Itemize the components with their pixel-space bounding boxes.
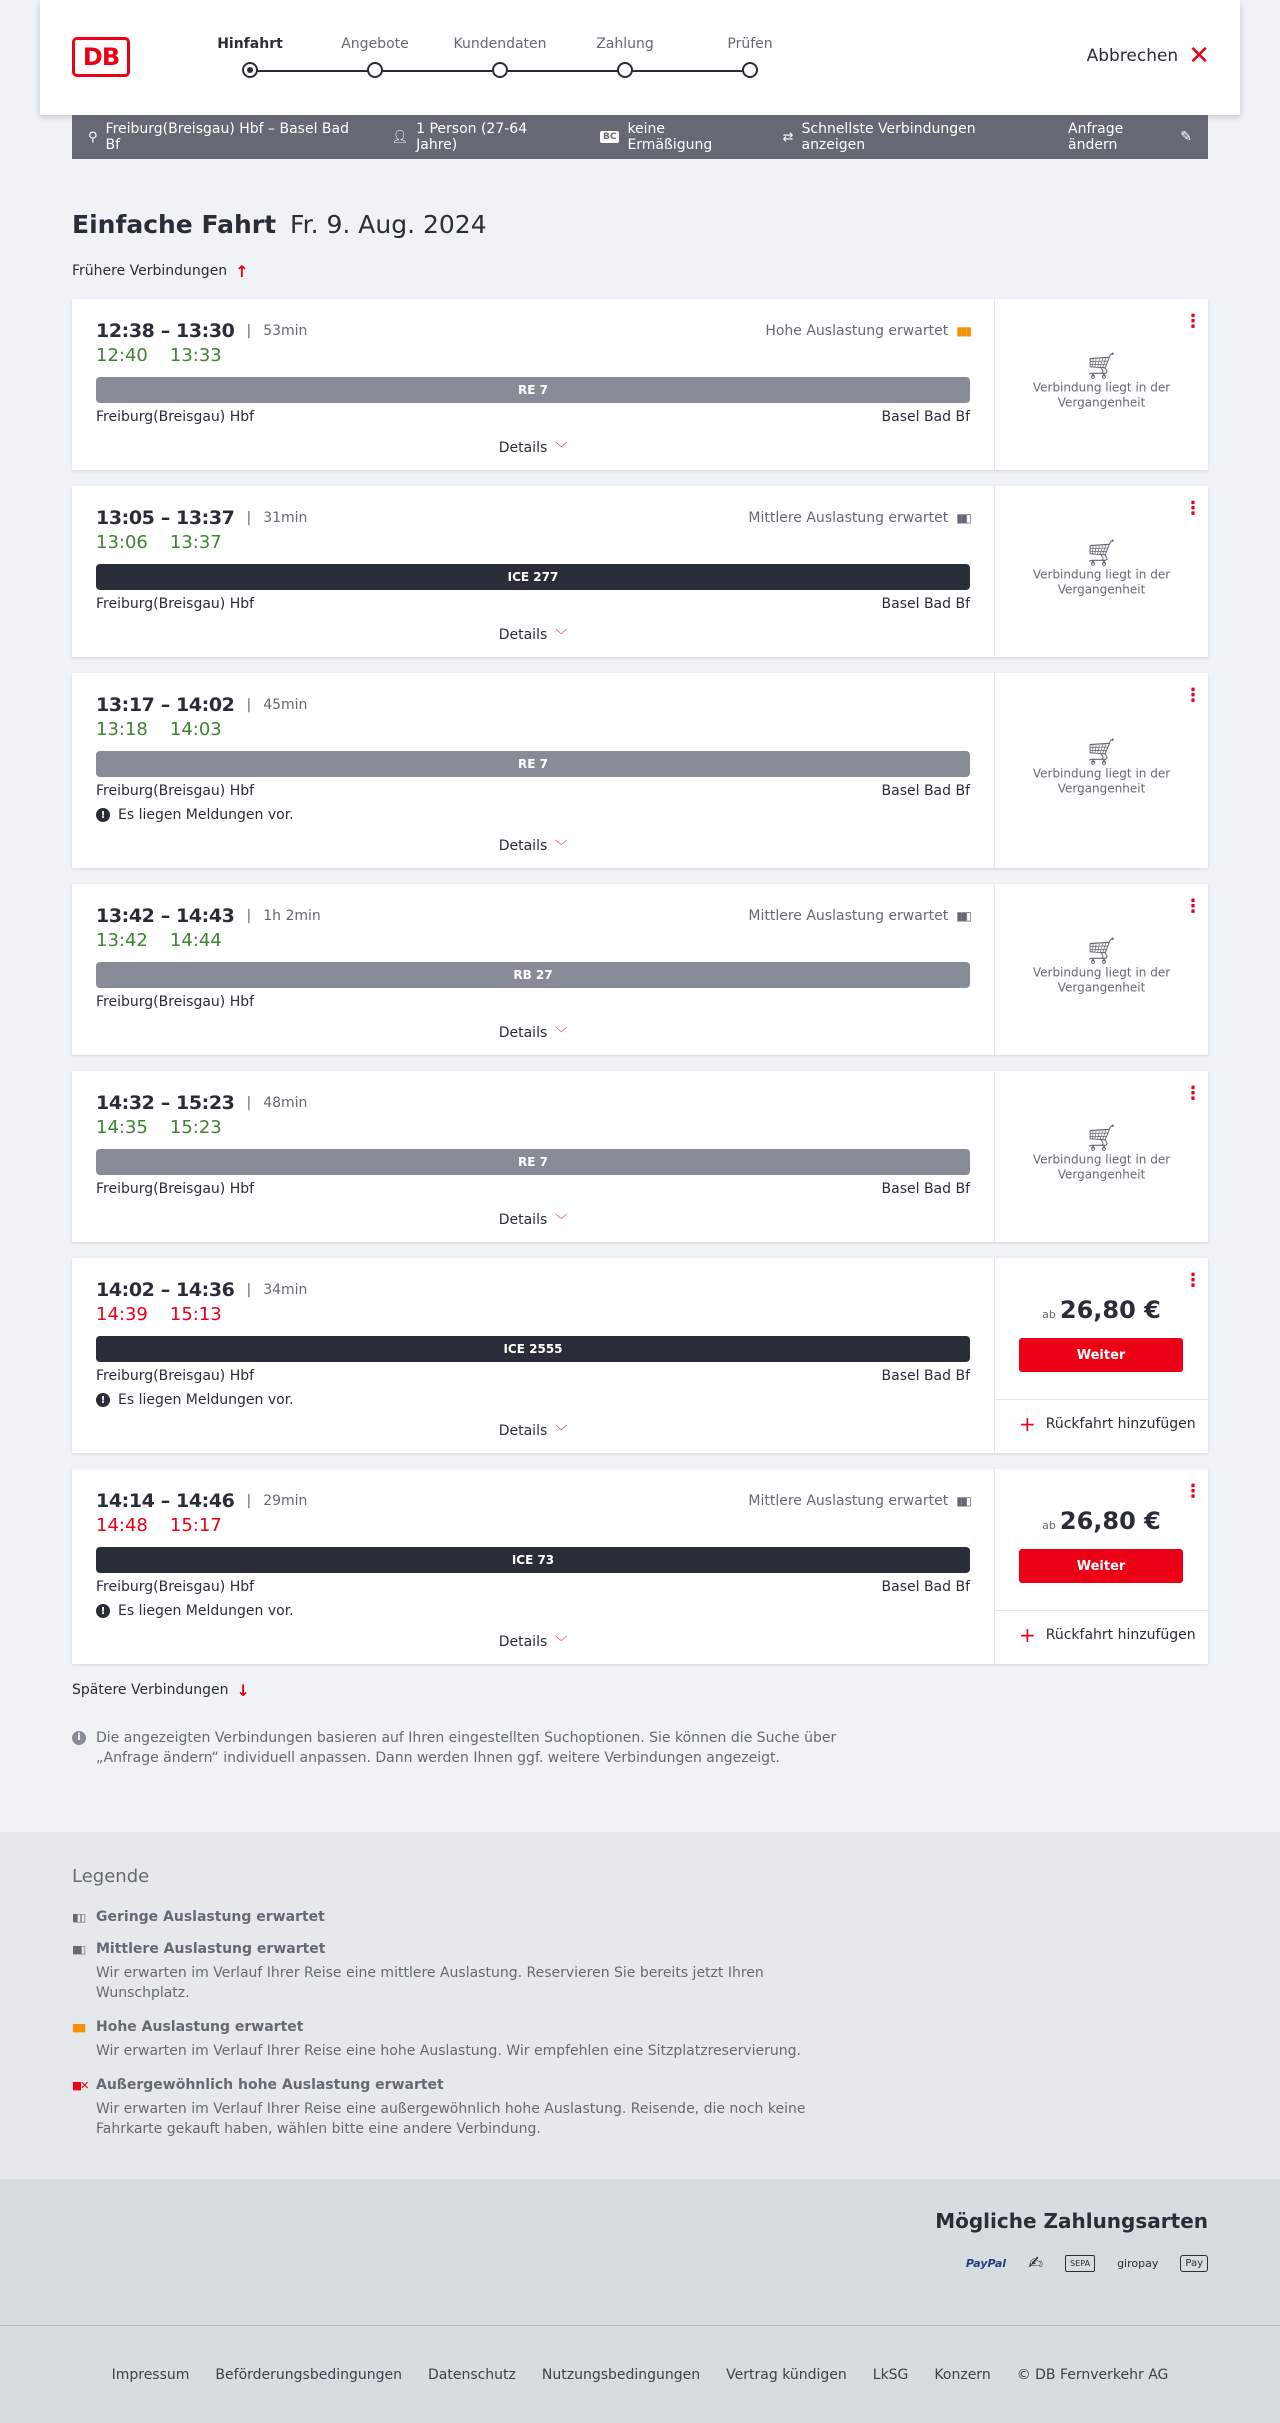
connection-list: [72, 299, 1208, 1664]
load-label: Mittlere Auslastung erwartet: [748, 908, 949, 924]
persons-text: 1 Person (27-64 Jahre): [416, 121, 528, 153]
stations-row: [96, 409, 970, 425]
price-area: [995, 1258, 1208, 1400]
planned-times: 14:14 – 14:46: [96, 1490, 235, 1512]
load-level-icon: ▮▮▯: [956, 511, 970, 525]
footer: [0, 2325, 1280, 2423]
train-bar[interactable]: ICE 73: [96, 1547, 970, 1573]
alert-icon: !: [96, 1604, 110, 1618]
more-options-icon[interactable]: ⋮: [1184, 1083, 1202, 1104]
realtime-arrival: 13:37: [169, 532, 222, 553]
past-connection-note: [995, 737, 1208, 796]
price-value: 26,80 €: [1059, 1296, 1161, 1324]
planned-times: 13:42 – 14:43: [96, 905, 235, 927]
planned-times: 13:05 – 13:37: [96, 507, 235, 529]
legend-item: [72, 2077, 1208, 2139]
past-connection-text: Verbindung liegt in der Vergangenheit: [1032, 766, 1171, 795]
realtime-departure: 12:40: [96, 345, 148, 366]
connection-card: [72, 1469, 1208, 1664]
option-summary: [783, 121, 1034, 153]
time-row: [96, 1280, 970, 1300]
medium-load-icon: ▮▮▯: [72, 1942, 85, 1956]
change-request-button[interactable]: [1068, 121, 1192, 153]
arrow-down-icon: ↓: [236, 1680, 250, 1700]
destination-station: Basel Bad Bf: [881, 1181, 970, 1197]
time-row: [96, 1491, 970, 1511]
legend-item: [72, 1941, 1208, 2003]
add-return-button[interactable]: [995, 1400, 1208, 1448]
realtime-departure: 14:48: [96, 1515, 148, 1536]
details-toggle[interactable]: [96, 626, 970, 643]
train-bar[interactable]: RB 27: [96, 962, 970, 988]
separator: |: [246, 908, 252, 924]
notice-row: [96, 1603, 970, 1619]
step-angebote[interactable]: [325, 36, 425, 78]
step-dot: [742, 62, 758, 78]
origin-station: Freiburg(Breisgau) Hbf: [96, 409, 255, 425]
bahncard-icon: BC: [600, 131, 619, 143]
connection-offer: [995, 486, 1208, 657]
discount-text: keine Ermäßigung: [627, 121, 713, 153]
footer-link-befoerderungsbedingungen[interactable]: Beförderungsbedingungen: [215, 2366, 402, 2383]
time-row: [96, 906, 970, 926]
connection-info: [72, 884, 995, 1055]
details-label: Details: [498, 1024, 548, 1041]
chevron-down-icon: ﹀: [555, 1424, 568, 1438]
stations-row: [96, 1181, 970, 1197]
progress-steps: [210, 36, 773, 86]
realtime-departure: 13:06: [96, 532, 148, 553]
load-label: Mittlere Auslastung erwartet: [748, 1493, 949, 1509]
load-level-icon: ▮▮▯: [956, 909, 970, 923]
more-options-icon[interactable]: ⋮: [1184, 498, 1202, 519]
continue-button[interactable]: Weiter: [1019, 1549, 1183, 1583]
price: [995, 1507, 1208, 1535]
past-connection-text: Verbindung liegt in der Vergangenheit: [1032, 567, 1171, 596]
close-icon: ✕: [1188, 41, 1210, 71]
connection-offer: [995, 299, 1208, 470]
origin-station: Freiburg(Breisgau) Hbf: [96, 596, 255, 612]
duration: 31min: [263, 510, 308, 526]
load-indicator: [748, 1493, 970, 1509]
origin-station: Freiburg(Breisgau) Hbf: [96, 783, 255, 799]
plus-icon: +: [1019, 1623, 1036, 1647]
header: [40, 0, 1240, 115]
cart-unavailable-icon: 🛒︎: [1084, 737, 1118, 767]
footer-link-vertrag-kuendigen[interactable]: Vertrag kündigen: [726, 2366, 847, 2383]
later-connections-link[interactable]: [72, 1678, 1208, 1702]
notice-row: [96, 807, 970, 823]
planned-times: 12:38 – 13:30: [96, 320, 235, 342]
time-row: [96, 695, 970, 715]
origin-station: Freiburg(Breisgau) Hbf: [96, 1579, 255, 1595]
planned-times: 14:32 – 15:23: [96, 1092, 235, 1114]
later-connections-label: Spätere Verbindungen: [72, 1682, 229, 1698]
past-connection-note: [995, 351, 1208, 410]
train-bar[interactable]: RE 7: [96, 377, 970, 403]
realtime-arrival: 15:17: [169, 1515, 222, 1536]
stations-row: [96, 994, 970, 1010]
connection-info: [72, 673, 995, 868]
duration: 1h 2min: [263, 908, 321, 924]
giropay-icon: giropay: [1117, 2257, 1159, 2270]
earlier-connections-link[interactable]: [72, 259, 1208, 283]
more-options-icon[interactable]: ⋮: [1184, 685, 1202, 706]
legend-item-title: Hohe Auslastung erwartet: [96, 2019, 304, 2035]
step-label: Prüfen: [727, 36, 773, 52]
trip-type: Einfache Fahrt: [72, 210, 277, 239]
load-label: Hohe Auslastung erwartet: [765, 323, 949, 339]
step-kundendaten[interactable]: [450, 36, 550, 78]
low-load-icon: ▮▯▯: [72, 1910, 85, 1924]
step-label: Angebote: [341, 36, 409, 52]
search-info-note: [72, 1728, 852, 1768]
realtime-departure: 14:39: [96, 1304, 148, 1325]
extreme-load-icon: ▮▮✕: [72, 2078, 88, 2092]
info-icon: i: [72, 1731, 86, 1745]
step-dot: [492, 62, 508, 78]
details-toggle[interactable]: [96, 1211, 970, 1228]
train-bar[interactable]: RE 7: [96, 751, 970, 777]
legend-item-title: Mittlere Auslastung erwartet: [96, 1941, 326, 1957]
travel-date: Fr. 9. Aug. 2024: [290, 210, 487, 239]
legend-title: Legende: [72, 1866, 150, 1887]
payment-methods: [966, 2253, 1208, 2274]
realtime-arrival: 15:23: [169, 1117, 222, 1138]
step-label: Hinfahrt: [217, 36, 283, 52]
separator: |: [246, 323, 252, 339]
realtime-row: [96, 930, 970, 952]
add-return-button[interactable]: [995, 1611, 1208, 1659]
connection-info: [72, 299, 995, 470]
details-label: Details: [498, 1211, 548, 1228]
step-pruefen[interactable]: [700, 36, 800, 78]
connection-offer: [995, 884, 1208, 1055]
notice-text: Es liegen Meldungen vor.: [118, 1603, 294, 1619]
time-row: [96, 508, 970, 528]
price-value: 26,80 €: [1059, 1507, 1161, 1535]
cancel-button[interactable]: [1086, 41, 1210, 71]
load-level-icon: ▮▮▮: [956, 324, 970, 338]
realtime-arrival: 13:33: [169, 345, 222, 366]
details-label: Details: [498, 1422, 548, 1439]
continue-button[interactable]: Weiter: [1019, 1338, 1183, 1372]
earlier-connections-label: Frühere Verbindungen: [72, 263, 228, 279]
step-dot: [617, 62, 633, 78]
destination-station: Basel Bad Bf: [881, 596, 970, 612]
step-zahlung[interactable]: [575, 36, 675, 78]
high-load-icon: ▮▮▮: [72, 2020, 85, 2034]
past-connection-text: Verbindung liegt in der Vergangenheit: [1032, 380, 1171, 409]
persons-summary: [392, 121, 566, 153]
details-toggle[interactable]: [96, 439, 970, 456]
cart-unavailable-icon: 🛒︎: [1084, 351, 1118, 381]
connection-card: [72, 884, 1208, 1055]
separator: |: [246, 510, 252, 526]
realtime-arrival: 14:44: [169, 930, 222, 951]
add-return-label: Rückfahrt hinzufügen: [1045, 1627, 1196, 1643]
cart-unavailable-icon: 🛒︎: [1084, 1123, 1118, 1153]
footer-link-impressum[interactable]: Impressum: [111, 2366, 190, 2383]
step-dot: [367, 62, 383, 78]
legend-item-desc: Wir erwarten im Verlauf Ihrer Reise eine außergewöhnlich hohe Auslastung. Reisende, die noch keine Fahrkarte gekauft haben, wählen bitte eine andere Verbindung.: [96, 2101, 806, 2137]
step-hinfahrt[interactable]: [200, 36, 300, 78]
duration: 48min: [263, 1095, 308, 1111]
price-area: [995, 1469, 1208, 1611]
realtime-departure: 14:35: [96, 1117, 148, 1138]
origin-station: Freiburg(Breisgau) Hbf: [96, 994, 255, 1010]
realtime-row: [96, 345, 970, 367]
planned-times: 13:17 – 14:02: [96, 694, 235, 716]
realtime-row: [96, 719, 970, 741]
chevron-down-icon: ﹀: [555, 1213, 568, 1227]
train-bar[interactable]: ICE 2555: [96, 1336, 970, 1362]
stations-row: [96, 1579, 970, 1595]
legend-item: [72, 2019, 1208, 2061]
add-return-label: Rückfahrt hinzufügen: [1045, 1416, 1196, 1432]
legend-item: [72, 1909, 1208, 1925]
legend-item-desc: Wir erwarten im Verlauf Ihrer Reise eine hohe Auslastung. Wir empfehlen eine Sitzplatzreservierung.: [96, 2043, 801, 2059]
details-toggle[interactable]: [96, 837, 970, 854]
separator: |: [246, 1095, 252, 1111]
discount-summary: [600, 121, 749, 153]
option-text: Schnellste Verbindungen anzeigen: [801, 121, 976, 153]
stations-row: [96, 783, 970, 799]
connection-card: [72, 486, 1208, 657]
realtime-arrival: 15:13: [169, 1304, 222, 1325]
footer-link-nutzungsbedingungen[interactable]: Nutzungsbedingungen: [541, 2366, 701, 2383]
connection-offer: [995, 1071, 1208, 1242]
duration: 34min: [263, 1282, 308, 1298]
more-options-icon[interactable]: ⋮: [1184, 311, 1202, 332]
past-connection-note: [995, 936, 1208, 995]
connection-card: [72, 1071, 1208, 1242]
stations-row: [96, 596, 970, 612]
realtime-departure: 13:42: [96, 930, 148, 951]
route-text: Freiburg(Breisgau) Hbf – Basel Bad Bf: [105, 121, 349, 153]
load-indicator: [748, 908, 970, 924]
cart-unavailable-icon: 🛒︎: [1084, 936, 1118, 966]
alert-icon: !: [96, 808, 110, 822]
chevron-down-icon: ﹀: [555, 839, 568, 853]
chevron-down-icon: ﹀: [555, 441, 568, 455]
separator: |: [246, 1282, 252, 1298]
realtime-arrival: 14:03: [169, 719, 222, 740]
legend-item-title: Außergewöhnlich hohe Auslastung erwartet: [96, 2077, 444, 2093]
price-prefix: ab: [1042, 1308, 1056, 1321]
page-title: [72, 210, 1208, 239]
destination-station: Basel Bad Bf: [881, 783, 970, 799]
person-icon: 👤︎: [391, 129, 409, 145]
connection-offer: [995, 673, 1208, 868]
details-toggle[interactable]: [96, 1024, 970, 1041]
info-text: Die angezeigten Verbindungen basieren auf Ihren eingestellten Suchoptionen. Sie können die Suche über „Anfrage ändern“ individuell anpassen. Dann werden Ihnen ggf. weitere Verbindungen angezeigt.: [96, 1730, 837, 1766]
connection-info: [72, 1469, 995, 1664]
time-row: [96, 321, 970, 341]
more-options-icon[interactable]: ⋮: [1184, 1270, 1202, 1291]
arrow-up-icon: ↑: [235, 261, 249, 281]
paypal-icon: PayPal: [965, 2257, 1007, 2270]
train-bar[interactable]: ICE 277: [96, 564, 970, 590]
location-pin-icon: ⚲: [88, 129, 98, 145]
stations-row: [96, 1368, 970, 1384]
connection-info: [72, 486, 995, 657]
details-label: Details: [498, 837, 548, 854]
details-label: Details: [498, 1633, 548, 1650]
more-options-icon[interactable]: ⋮: [1184, 896, 1202, 917]
load-level-icon: ▮▮▯: [956, 1494, 970, 1508]
details-label: Details: [498, 626, 548, 643]
chevron-down-icon: ﹀: [555, 628, 568, 642]
footer-copyright: © DB Fernverkehr AG: [1016, 2366, 1169, 2383]
duration: 45min: [263, 697, 308, 713]
alert-icon: !: [96, 1393, 110, 1407]
notice-text: Es liegen Meldungen vor.: [118, 807, 294, 823]
pencil-icon: ✎: [1180, 129, 1192, 145]
past-connection-text: Verbindung liegt in der Vergangenheit: [1032, 1152, 1171, 1181]
connection-card: [72, 673, 1208, 868]
price: [995, 1296, 1208, 1324]
chevron-down-icon: ﹀: [555, 1026, 568, 1040]
details-toggle[interactable]: [96, 1422, 970, 1439]
notice-row: [96, 1392, 970, 1408]
step-label: Zahlung: [596, 36, 654, 52]
load-indicator: [748, 510, 970, 526]
past-connection-note: [995, 538, 1208, 597]
step-dot-active: [242, 62, 258, 78]
footer-link-lksg[interactable]: LkSG: [872, 2366, 909, 2383]
payment-section: [0, 2179, 1280, 2325]
db-logo[interactable]: DB: [72, 37, 130, 77]
separator: |: [246, 697, 252, 713]
legend-item-title: Geringe Auslastung erwartet: [96, 1909, 325, 1925]
details-toggle[interactable]: [96, 1633, 970, 1650]
past-connection-text: Verbindung liegt in der Vergangenheit: [1032, 965, 1171, 994]
more-options-icon[interactable]: ⋮: [1184, 1481, 1202, 1502]
step-label: Kundendaten: [453, 36, 547, 52]
apple-pay-icon: Pay: [1180, 2255, 1208, 2272]
chevron-down-icon: ﹀: [555, 1635, 568, 1649]
route-summary: [88, 121, 358, 153]
duration: 53min: [263, 323, 308, 339]
origin-station: Freiburg(Breisgau) Hbf: [96, 1181, 255, 1197]
footer-link-konzern[interactable]: Konzern: [934, 2366, 991, 2383]
connection-info: [72, 1258, 995, 1453]
cancel-label: Abbrechen: [1086, 46, 1179, 66]
direct-debit-icon: ✍: [1028, 2253, 1044, 2274]
realtime-row: [96, 1117, 970, 1139]
change-request-label: Anfrage ändern: [1068, 121, 1124, 153]
realtime-departure: 13:18: [96, 719, 148, 740]
details-label: Details: [498, 439, 548, 456]
time-row: [96, 1093, 970, 1113]
connection-card: [72, 1258, 1208, 1453]
legend-section: [0, 1832, 1280, 2179]
separator: |: [246, 1493, 252, 1509]
destination-station: Basel Bad Bf: [881, 1579, 970, 1595]
payment-title: Mögliche Zahlungsarten: [935, 2209, 1208, 2233]
connection-info: [72, 1071, 995, 1242]
price-prefix: ab: [1042, 1519, 1056, 1532]
destination-station: Basel Bad Bf: [881, 1368, 970, 1384]
past-connection-note: [995, 1123, 1208, 1182]
notice-text: Es liegen Meldungen vor.: [118, 1392, 294, 1408]
planned-times: 14:02 – 14:36: [96, 1279, 235, 1301]
search-summary-bar: [72, 115, 1208, 159]
connection-card: [72, 299, 1208, 470]
train-bar[interactable]: RE 7: [96, 1149, 970, 1175]
origin-station: Freiburg(Breisgau) Hbf: [96, 1368, 255, 1384]
connection-offer: [995, 1469, 1208, 1664]
realtime-row: [96, 1304, 970, 1326]
legend-item-desc: Wir erwarten im Verlauf Ihrer Reise eine mittlere Auslastung. Reservieren Sie bereits jetzt Ihren Wunschplatz.: [96, 1965, 764, 2001]
connection-offer: [995, 1258, 1208, 1453]
footer-link-datenschutz[interactable]: Datenschutz: [427, 2366, 516, 2383]
plus-icon: +: [1019, 1412, 1036, 1436]
destination-station: Basel Bad Bf: [881, 409, 970, 425]
realtime-row: [96, 532, 970, 554]
realtime-row: [96, 1515, 970, 1537]
cart-unavailable-icon: 🛒︎: [1084, 538, 1118, 568]
load-indicator: [765, 323, 970, 339]
sepa-icon: SEPA: [1065, 2255, 1095, 2272]
switch-arrows-icon: ⇄: [782, 129, 794, 145]
load-label: Mittlere Auslastung erwartet: [748, 510, 949, 526]
duration: 29min: [263, 1493, 308, 1509]
